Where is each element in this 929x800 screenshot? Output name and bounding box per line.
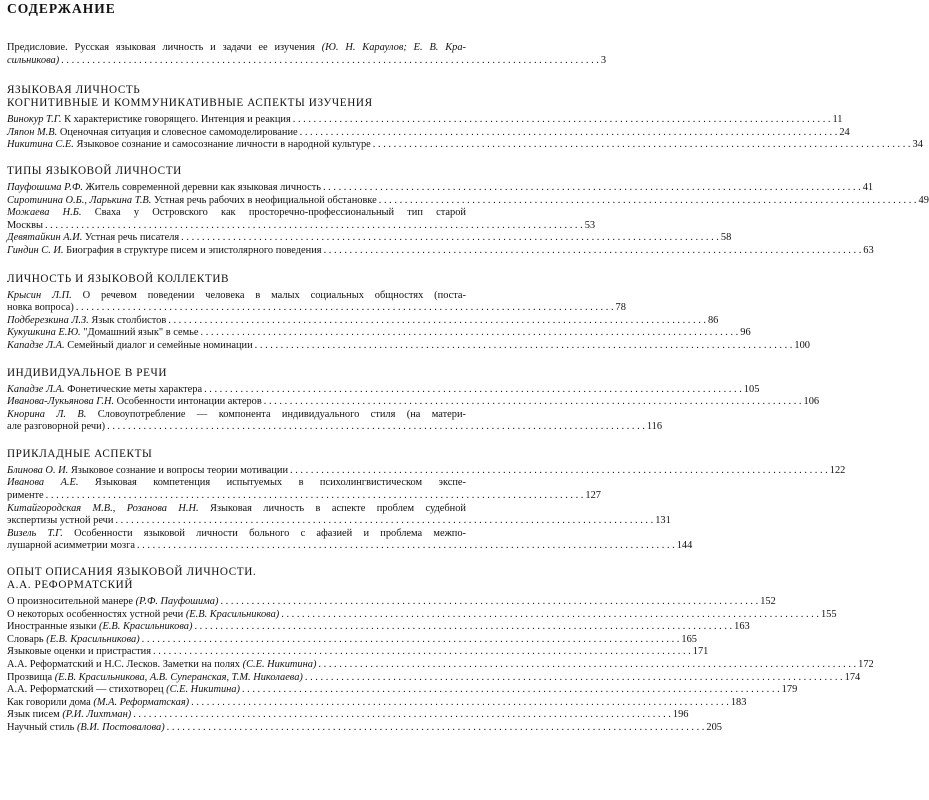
entry-author: (Е.В. Красильникова) bbox=[185, 608, 280, 620]
section-heading: ЯЗЫКОВАЯ ЛИЧНОСТЬ bbox=[7, 84, 141, 97]
entry-title: Фонетические меты характера bbox=[67, 383, 203, 395]
entry-title: Устная речь рабочих в неофициальной обстановке bbox=[153, 194, 377, 206]
toc-entry bbox=[7, 527, 693, 553]
entry-author: Крысин Л.П. bbox=[7, 289, 72, 301]
leader-dots bbox=[300, 127, 838, 140]
entry-author: Сиротинина О.Б., Ларькина Т.В. bbox=[7, 194, 152, 206]
section-heading: КОГНИТИВНЫЕ И КОММУНИКАТИВНЫЕ АСПЕКТЫ ИЗУЧЕНИЯ bbox=[7, 97, 373, 110]
leader-dots bbox=[379, 195, 917, 208]
entry-title: "Домашний язык" в семье bbox=[83, 327, 199, 339]
toc-entry bbox=[7, 194, 929, 208]
section-heading: ЛИЧНОСТЬ И ЯЗЫКОВОЙ КОЛЛЕКТИВ bbox=[7, 272, 230, 285]
entry-author: Кападзе Л.А. bbox=[7, 339, 65, 351]
entry-title-continued: экспертизы устной речи bbox=[7, 515, 114, 527]
entry-author: (С.Е. Никитина) bbox=[166, 684, 240, 696]
page-number: 41 bbox=[862, 181, 874, 193]
toc-entry bbox=[7, 181, 874, 195]
page-number: 165 bbox=[681, 633, 697, 645]
entry-author: Кнорина Л. В. bbox=[7, 408, 87, 420]
toc-entry bbox=[7, 232, 732, 245]
entry-author: Можаева Н.Б. bbox=[7, 207, 82, 219]
leader-dots bbox=[255, 340, 793, 353]
entry-title: О некоторых особенностях устной речи bbox=[7, 608, 184, 620]
intro-entry: Предисловие. Русская языковая личность и задачи ее изучения (Ю. Н. Караулов; Е. В. Кра- сильникова) . . . 3 bbox=[7, 42, 466, 67]
leader-dots bbox=[46, 490, 584, 503]
leader-dots bbox=[242, 684, 780, 697]
leader-dots bbox=[323, 182, 861, 195]
entry-title: Житель современной деревни как языковая личность bbox=[85, 181, 321, 193]
entry-author: (Е.В. Красильникова, А.В. Суперанская, Т.М. Николаева) bbox=[54, 671, 303, 683]
page-number: 78 bbox=[615, 302, 626, 314]
leader-dots bbox=[153, 646, 691, 659]
leader-dots bbox=[45, 220, 583, 233]
page-number: 152 bbox=[760, 596, 776, 608]
entry-title: О произносительной манере bbox=[7, 596, 133, 608]
page-number: 122 bbox=[829, 464, 846, 476]
entry-author: (Е.В. Красильникова) bbox=[99, 621, 193, 633]
entry-title: Биография в структуре писем и эпистолярного поведения bbox=[66, 244, 322, 256]
toc-entry bbox=[7, 139, 923, 152]
toc-entry bbox=[7, 608, 837, 622]
entry-title-continued: Москвы bbox=[7, 219, 43, 231]
entry-title: О речевом поведении человека в малых социальных общностях (поста- bbox=[82, 289, 466, 301]
entry-author: Иванова-Лукьянова Г.Н. bbox=[7, 396, 115, 408]
entry-title: Язык столбистов bbox=[91, 314, 167, 326]
leader-dots bbox=[293, 114, 831, 127]
entry-title: К характеристике говорящего. Интенция и реакция bbox=[64, 114, 291, 126]
entry-author: (С.Е. Никитина) bbox=[242, 659, 317, 670]
toc-entry bbox=[7, 408, 663, 434]
leader-dots bbox=[133, 709, 671, 722]
leader-dots bbox=[281, 609, 819, 622]
leader-dots bbox=[191, 697, 729, 710]
entry-title: Язык писем bbox=[7, 709, 60, 721]
entry-author: Визель Т.Г. bbox=[7, 527, 63, 539]
entry-author: Гиндин С. И. bbox=[7, 244, 64, 256]
toc-entry bbox=[7, 289, 626, 315]
entry-author: (М.А. Реформатская) bbox=[93, 696, 190, 708]
leader-dots bbox=[305, 672, 843, 685]
entry-author: Кукушкина Е.Ю. bbox=[7, 327, 81, 339]
toc-section bbox=[7, 84, 923, 152]
page-number: 174 bbox=[844, 671, 861, 683]
toc-section bbox=[7, 164, 929, 258]
page-number: 11 bbox=[832, 114, 843, 126]
page-number: 179 bbox=[781, 684, 798, 696]
leader-dots bbox=[76, 302, 614, 315]
entry-title: Словарь bbox=[7, 633, 44, 645]
entry-author: Никитина С.Е. bbox=[7, 139, 74, 151]
section-heading: ИНДИВИДУАЛЬНОЕ В РЕЧИ bbox=[7, 366, 168, 379]
leader-dots bbox=[61, 55, 599, 68]
entry-title: Языковая личность в аспекте проблем судебной bbox=[209, 502, 466, 514]
leader-dots bbox=[290, 465, 828, 478]
page-number: 116 bbox=[646, 421, 663, 433]
toc-entry bbox=[7, 477, 601, 502]
entry-title: Сваха у Островского как просторечно-профессиональный тип старой bbox=[94, 207, 466, 219]
leader-dots bbox=[220, 596, 758, 609]
entry-title: Языковые оценки и пристрастия bbox=[7, 646, 152, 658]
leader-dots bbox=[137, 540, 675, 553]
toc-section bbox=[7, 366, 820, 434]
leader-dots bbox=[324, 245, 862, 258]
page-number: 96 bbox=[740, 327, 751, 339]
page-number: 53 bbox=[584, 219, 596, 231]
toc-entry bbox=[7, 502, 671, 528]
toc-entry bbox=[7, 383, 760, 397]
entry-author: Иванова А.Е. bbox=[7, 477, 79, 489]
entry-title-continued: новка вопроса) bbox=[7, 302, 74, 314]
leader-dots bbox=[115, 515, 653, 528]
leader-dots bbox=[142, 634, 680, 647]
page-number: 205 bbox=[706, 721, 722, 733]
section-heading: А.А. РЕФОРМАТСКИЙ bbox=[7, 579, 134, 592]
entry-author: (Р.И. Лихтман) bbox=[62, 709, 132, 721]
toc-entry bbox=[7, 721, 722, 735]
page-number: 172 bbox=[858, 659, 874, 670]
entry-author: Блинова О. И. bbox=[7, 464, 69, 476]
page-number: 106 bbox=[803, 396, 820, 408]
page-number: 183 bbox=[730, 696, 747, 708]
toc-entry bbox=[7, 396, 820, 409]
toc-entry bbox=[7, 327, 751, 340]
entry-author: Винокур Т.Г. bbox=[7, 114, 62, 126]
toc-entry bbox=[7, 621, 750, 634]
entry-author: (В.И. Постовалова) bbox=[76, 721, 165, 733]
page-number: 100 bbox=[794, 339, 810, 351]
toc-entry bbox=[7, 646, 709, 659]
page-number: 127 bbox=[585, 490, 601, 502]
page-number: 105 bbox=[743, 383, 760, 395]
page-number: 63 bbox=[863, 244, 874, 256]
page-number: 24 bbox=[839, 126, 850, 138]
entry-title: Языковая компетенция испытуемых в психолингвистическом экспе- bbox=[94, 477, 466, 489]
toc-entry bbox=[7, 314, 719, 328]
leader-dots bbox=[194, 621, 732, 634]
toc-entry bbox=[7, 339, 810, 353]
entry-title: Прозвища bbox=[7, 671, 53, 683]
toc-entry bbox=[7, 126, 850, 140]
entry-author: Ляпон М.В. bbox=[7, 126, 58, 138]
toc-entry bbox=[7, 244, 874, 258]
toc-entry bbox=[7, 207, 596, 232]
page-number: 3 bbox=[600, 54, 607, 66]
entry-title: Словоупотребление — компонента индивидуального стиля (на матери- bbox=[97, 408, 466, 420]
page-number: 155 bbox=[820, 608, 837, 620]
toc-section bbox=[7, 272, 810, 353]
toc-entry bbox=[7, 671, 861, 685]
entry-title: Научный стиль bbox=[7, 721, 75, 733]
page-number: 34 bbox=[912, 139, 923, 151]
leader-dots bbox=[167, 722, 705, 735]
section-heading: ПРИКЛАДНЫЕ АСПЕКТЫ bbox=[7, 447, 153, 460]
toc-entry bbox=[7, 696, 747, 710]
toc-entry bbox=[7, 464, 846, 478]
page-number: 131 bbox=[655, 515, 671, 527]
toc-section bbox=[7, 447, 846, 553]
entry-author: Китайгородская М.В., Розанова Н.Н. bbox=[7, 502, 199, 514]
intro-text-line2: сильникова) bbox=[7, 54, 60, 66]
entry-title: Оценочная ситуация и словесное самомоделирование bbox=[59, 126, 298, 138]
entry-title: А.А. Реформатский — стихотворец bbox=[7, 684, 164, 696]
entry-title-continued: лушарной асимметрии мозга bbox=[7, 540, 135, 552]
page-number: 86 bbox=[707, 314, 719, 326]
toc-entry bbox=[7, 684, 798, 697]
page-number: 49 bbox=[918, 194, 929, 206]
leader-dots bbox=[168, 315, 706, 328]
leader-dots bbox=[201, 327, 739, 340]
entry-title: Особенности языковой личности больного с афазией и проблема межпо- bbox=[74, 527, 466, 539]
toc-entry bbox=[7, 659, 874, 672]
leader-dots bbox=[181, 232, 719, 245]
entry-author: Пауфошима Р.Ф. bbox=[7, 181, 83, 193]
entry-title: Семейный диалог и семейные номинации bbox=[67, 339, 253, 351]
entry-title-continued: але разговорной речи) bbox=[7, 421, 106, 433]
entry-title-continued: рименте bbox=[7, 490, 44, 502]
entry-title: Языковое сознание и вопросы теории мотивации bbox=[70, 464, 289, 476]
entry-author: (Е.В. Красильникова) bbox=[46, 633, 140, 645]
entry-author: Девятайкин А.И. bbox=[7, 232, 83, 244]
entry-title: Особенности интонации актеров bbox=[116, 396, 262, 408]
leader-dots bbox=[204, 384, 742, 397]
page-title: СОДЕРЖАНИЕ bbox=[7, 1, 116, 16]
page-number: 58 bbox=[720, 232, 732, 244]
page-number: 144 bbox=[676, 540, 693, 552]
toc-entry bbox=[7, 114, 843, 127]
leader-dots bbox=[318, 659, 856, 672]
toc-entry bbox=[7, 633, 697, 647]
page-number: 163 bbox=[734, 621, 750, 633]
toc-entry bbox=[7, 596, 776, 609]
page-number: 171 bbox=[692, 646, 709, 658]
page-number: 196 bbox=[672, 709, 689, 721]
entry-title: Языковое сознание и самосознание личности в народной культуре bbox=[76, 139, 371, 151]
entry-title: Устная речь писателя bbox=[84, 232, 180, 244]
entry-author: Подберезкина Л.З. bbox=[7, 314, 89, 326]
leader-dots bbox=[107, 421, 645, 434]
leader-dots bbox=[373, 139, 911, 152]
entry-author: (Р.Ф. Пауфошима) bbox=[135, 596, 219, 608]
entry-title: Иностранные языки bbox=[7, 621, 97, 633]
toc-section bbox=[7, 566, 874, 735]
leader-dots bbox=[264, 396, 802, 409]
toc-entry bbox=[7, 709, 689, 722]
section-heading: ОПЫТ ОПИСАНИЯ ЯЗЫКОВОЙ ЛИЧНОСТИ. bbox=[7, 566, 257, 579]
entry-title: Как говорили дома bbox=[7, 696, 91, 708]
section-heading: ТИПЫ ЯЗЫКОВОЙ ЛИЧНОСТИ bbox=[7, 164, 182, 177]
entry-title: А.А. Реформатский и Н.С. Лесков. Заметки на полях bbox=[7, 659, 241, 670]
sections-container bbox=[7, 84, 929, 734]
entry-author: Кападзе Л.А. bbox=[7, 383, 65, 395]
